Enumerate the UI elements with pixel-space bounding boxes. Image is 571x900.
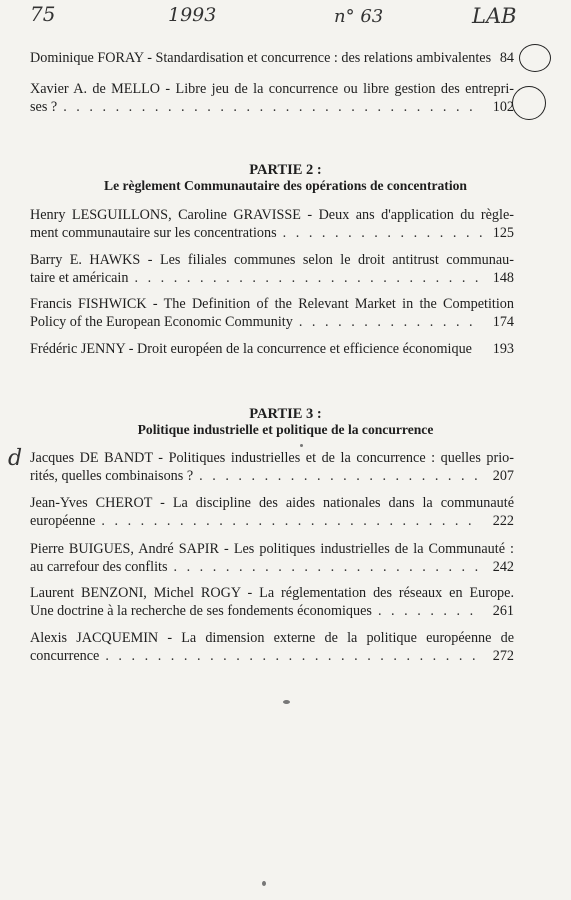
dot-leader — [173, 558, 482, 576]
toc-entry-text-cont: au carrefour des conflits — [30, 559, 168, 575]
toc-entry-text: Pierre BUIGUES, André SAPIR - Les politiques industrielles de la Communauté : — [30, 541, 514, 557]
toc-entry-de-bandt — [30, 449, 514, 485]
dot-leader — [283, 224, 482, 242]
toc-page-number: 242 — [492, 559, 514, 575]
dot-leader — [378, 602, 482, 620]
circled-page-102 — [512, 86, 546, 120]
toc-entry-jenny — [30, 340, 514, 358]
toc-page-number: 102 — [492, 99, 514, 115]
circled-page-84 — [519, 44, 551, 72]
toc-entry-text: Dominique FORAY - Standardisation et concurrence : des relations ambivalentes — [30, 50, 492, 66]
dot-leader — [105, 647, 482, 665]
dot-leader — [299, 313, 482, 331]
toc-page-number: 193 — [492, 341, 514, 357]
dot-leader — [101, 512, 482, 530]
toc-entry-hawks — [30, 251, 514, 287]
toc-page-number: 272 — [492, 648, 514, 664]
toc-entry-text: Alexis JACQUEMIN - La dimension externe de la politique européenne de — [30, 630, 514, 646]
part-2-subtitle: Le règlement Communautaire des opérations de concentration — [104, 178, 467, 193]
toc-entry-text: Henry LESGUILLONS, Caroline GRAVISSE - Deux ans d'application du règle- — [30, 207, 514, 223]
toc-entry-mello — [30, 80, 514, 116]
toc-page-number: 207 — [492, 468, 514, 484]
part-3-heading: PARTIE 3 : — [249, 406, 322, 422]
toc-page-number: 174 — [492, 314, 514, 330]
part-2-heading: PARTIE 2 : — [249, 162, 322, 178]
handwritten-page-number: 75 — [30, 2, 56, 26]
toc-entry-text: Barry E. HAWKS - Les filiales communes selon le droit antitrust communau- — [30, 252, 514, 268]
toc-entry-text: Jean-Yves CHEROT - La discipline des aides nationales dans la communauté — [30, 495, 514, 511]
toc-entry-foray — [30, 49, 514, 67]
toc-entry-text-cont: rités, quelles combinaisons ? — [30, 468, 194, 484]
toc-entry-text-cont: taire et américain — [30, 270, 129, 286]
toc-page-number: 222 — [492, 513, 514, 529]
toc-entry-text-cont: européenne — [30, 513, 96, 529]
toc-page-number: 148 — [492, 270, 514, 286]
toc-entry-text-cont: ment communautaire sur les concentrations — [30, 225, 277, 241]
handwritten-issue-number: n° 63 — [334, 6, 384, 27]
scan-speck — [283, 700, 290, 704]
toc-entry-fishwick — [30, 295, 514, 331]
toc-page-number: 125 — [492, 225, 514, 241]
toc-entry-jacquemin — [30, 629, 514, 665]
dot-leader — [199, 467, 482, 485]
scan-speck — [300, 444, 303, 447]
toc-entry-text: Laurent BENZONI, Michel ROGY - La réglementation des réseaux en Europe. — [30, 585, 514, 601]
toc-page-number: 261 — [492, 603, 514, 619]
toc-entry-lesguillons — [30, 206, 514, 242]
toc-entry-text-cont: Une doctrine à la recherche de ses fondements économiques — [30, 603, 372, 619]
part-3-subtitle: Politique industrielle et politique de la concurrence — [137, 422, 434, 437]
toc-entry-text: Jacques DE BANDT - Politiques industrielles et de la concurrence : quelles prio- — [30, 450, 514, 466]
scan-speck — [262, 881, 266, 886]
toc-entry-text-cont: concurrence — [30, 648, 100, 664]
handwritten-year: 1993 — [168, 4, 217, 26]
toc-entry-text: Francis FISHWICK - The Definition of the Relevant Market in the Competition — [30, 296, 514, 312]
toc-entry-buigues-sapir — [30, 540, 514, 576]
handwritten-initials: LAB — [472, 4, 517, 28]
toc-entry-text-cont: ses ? — [30, 99, 58, 115]
toc-entry-text: Frédéric JENNY - Droit européen de la concurrence et efficience économique — [30, 341, 472, 357]
handwritten-margin-mark: d — [8, 446, 23, 471]
toc-entry-cherot — [30, 494, 514, 530]
toc-entry-benzoni-rogy — [30, 584, 514, 620]
toc-entry-text: Xavier A. de MELLO - Libre jeu de la concurrence ou libre gestion des entrepri- — [30, 81, 514, 97]
dot-leader — [134, 269, 482, 287]
dot-leader — [63, 98, 482, 116]
toc-entry-text-cont: Policy of the European Economic Community — [30, 314, 293, 330]
toc-page-number: 84 — [499, 50, 514, 66]
